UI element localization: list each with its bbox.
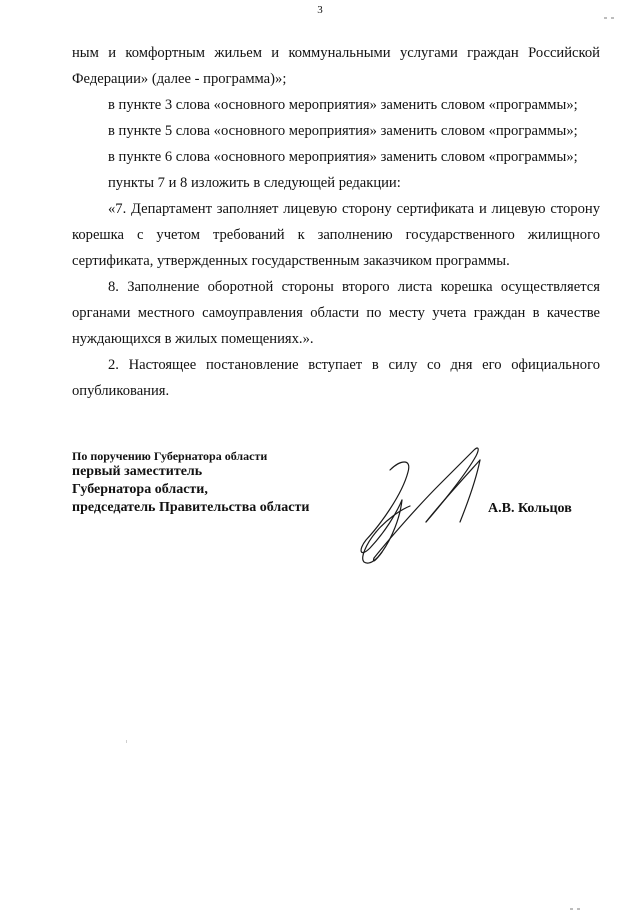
paragraph: ным и комфортным жильем и коммунальными услугами граждан Российской Федерации» (далее - программа)»; <box>72 45 600 87</box>
paragraph: в пункте 3 слова «основного мероприятия» заменить словом «программы»; <box>108 97 578 113</box>
signatory-instruction: По поручению Губернатора области <box>72 449 268 463</box>
signatory-position: первый заместитель <box>72 464 203 479</box>
paragraph: 8. Заполнение оборотной стороны второго листа корешка осуществляется органами местного самоуправления области по месту учета граждан в качестве нуждающихся в жилых помещениях.». <box>72 279 600 347</box>
document-body <box>72 40 600 404</box>
scan-mark <box>126 740 127 743</box>
paragraph: в пункте 5 слова «основного мероприятия» заменить словом «программы»; <box>108 123 578 139</box>
scan-mark <box>604 6 618 8</box>
paragraph: «7. Департамент заполняет лицевую сторону сертификата и лицевую сторону корешка с учетом требований к заполнению государственного жилищного сертификата, утвержденных государственным заказчиком программы. <box>72 201 600 269</box>
paragraph: 2. Настоящее постановление вступает в силу со дня его официального опубликования. <box>72 357 600 399</box>
signatory-title-block <box>72 449 309 517</box>
signatory-name: А.В. Кольцов <box>488 501 572 516</box>
signatory-position: Губернатора области, <box>72 482 208 497</box>
paragraph: в пункте 6 слова «основного мероприятия» заменить словом «программы»; <box>108 149 578 165</box>
page-number: 3 <box>317 4 323 16</box>
paragraph: пункты 7 и 8 изложить в следующей редакции: <box>108 175 401 191</box>
scan-mark <box>570 897 584 899</box>
handwritten-signature <box>330 440 500 570</box>
signatory-position: председатель Правительства области <box>72 500 310 515</box>
